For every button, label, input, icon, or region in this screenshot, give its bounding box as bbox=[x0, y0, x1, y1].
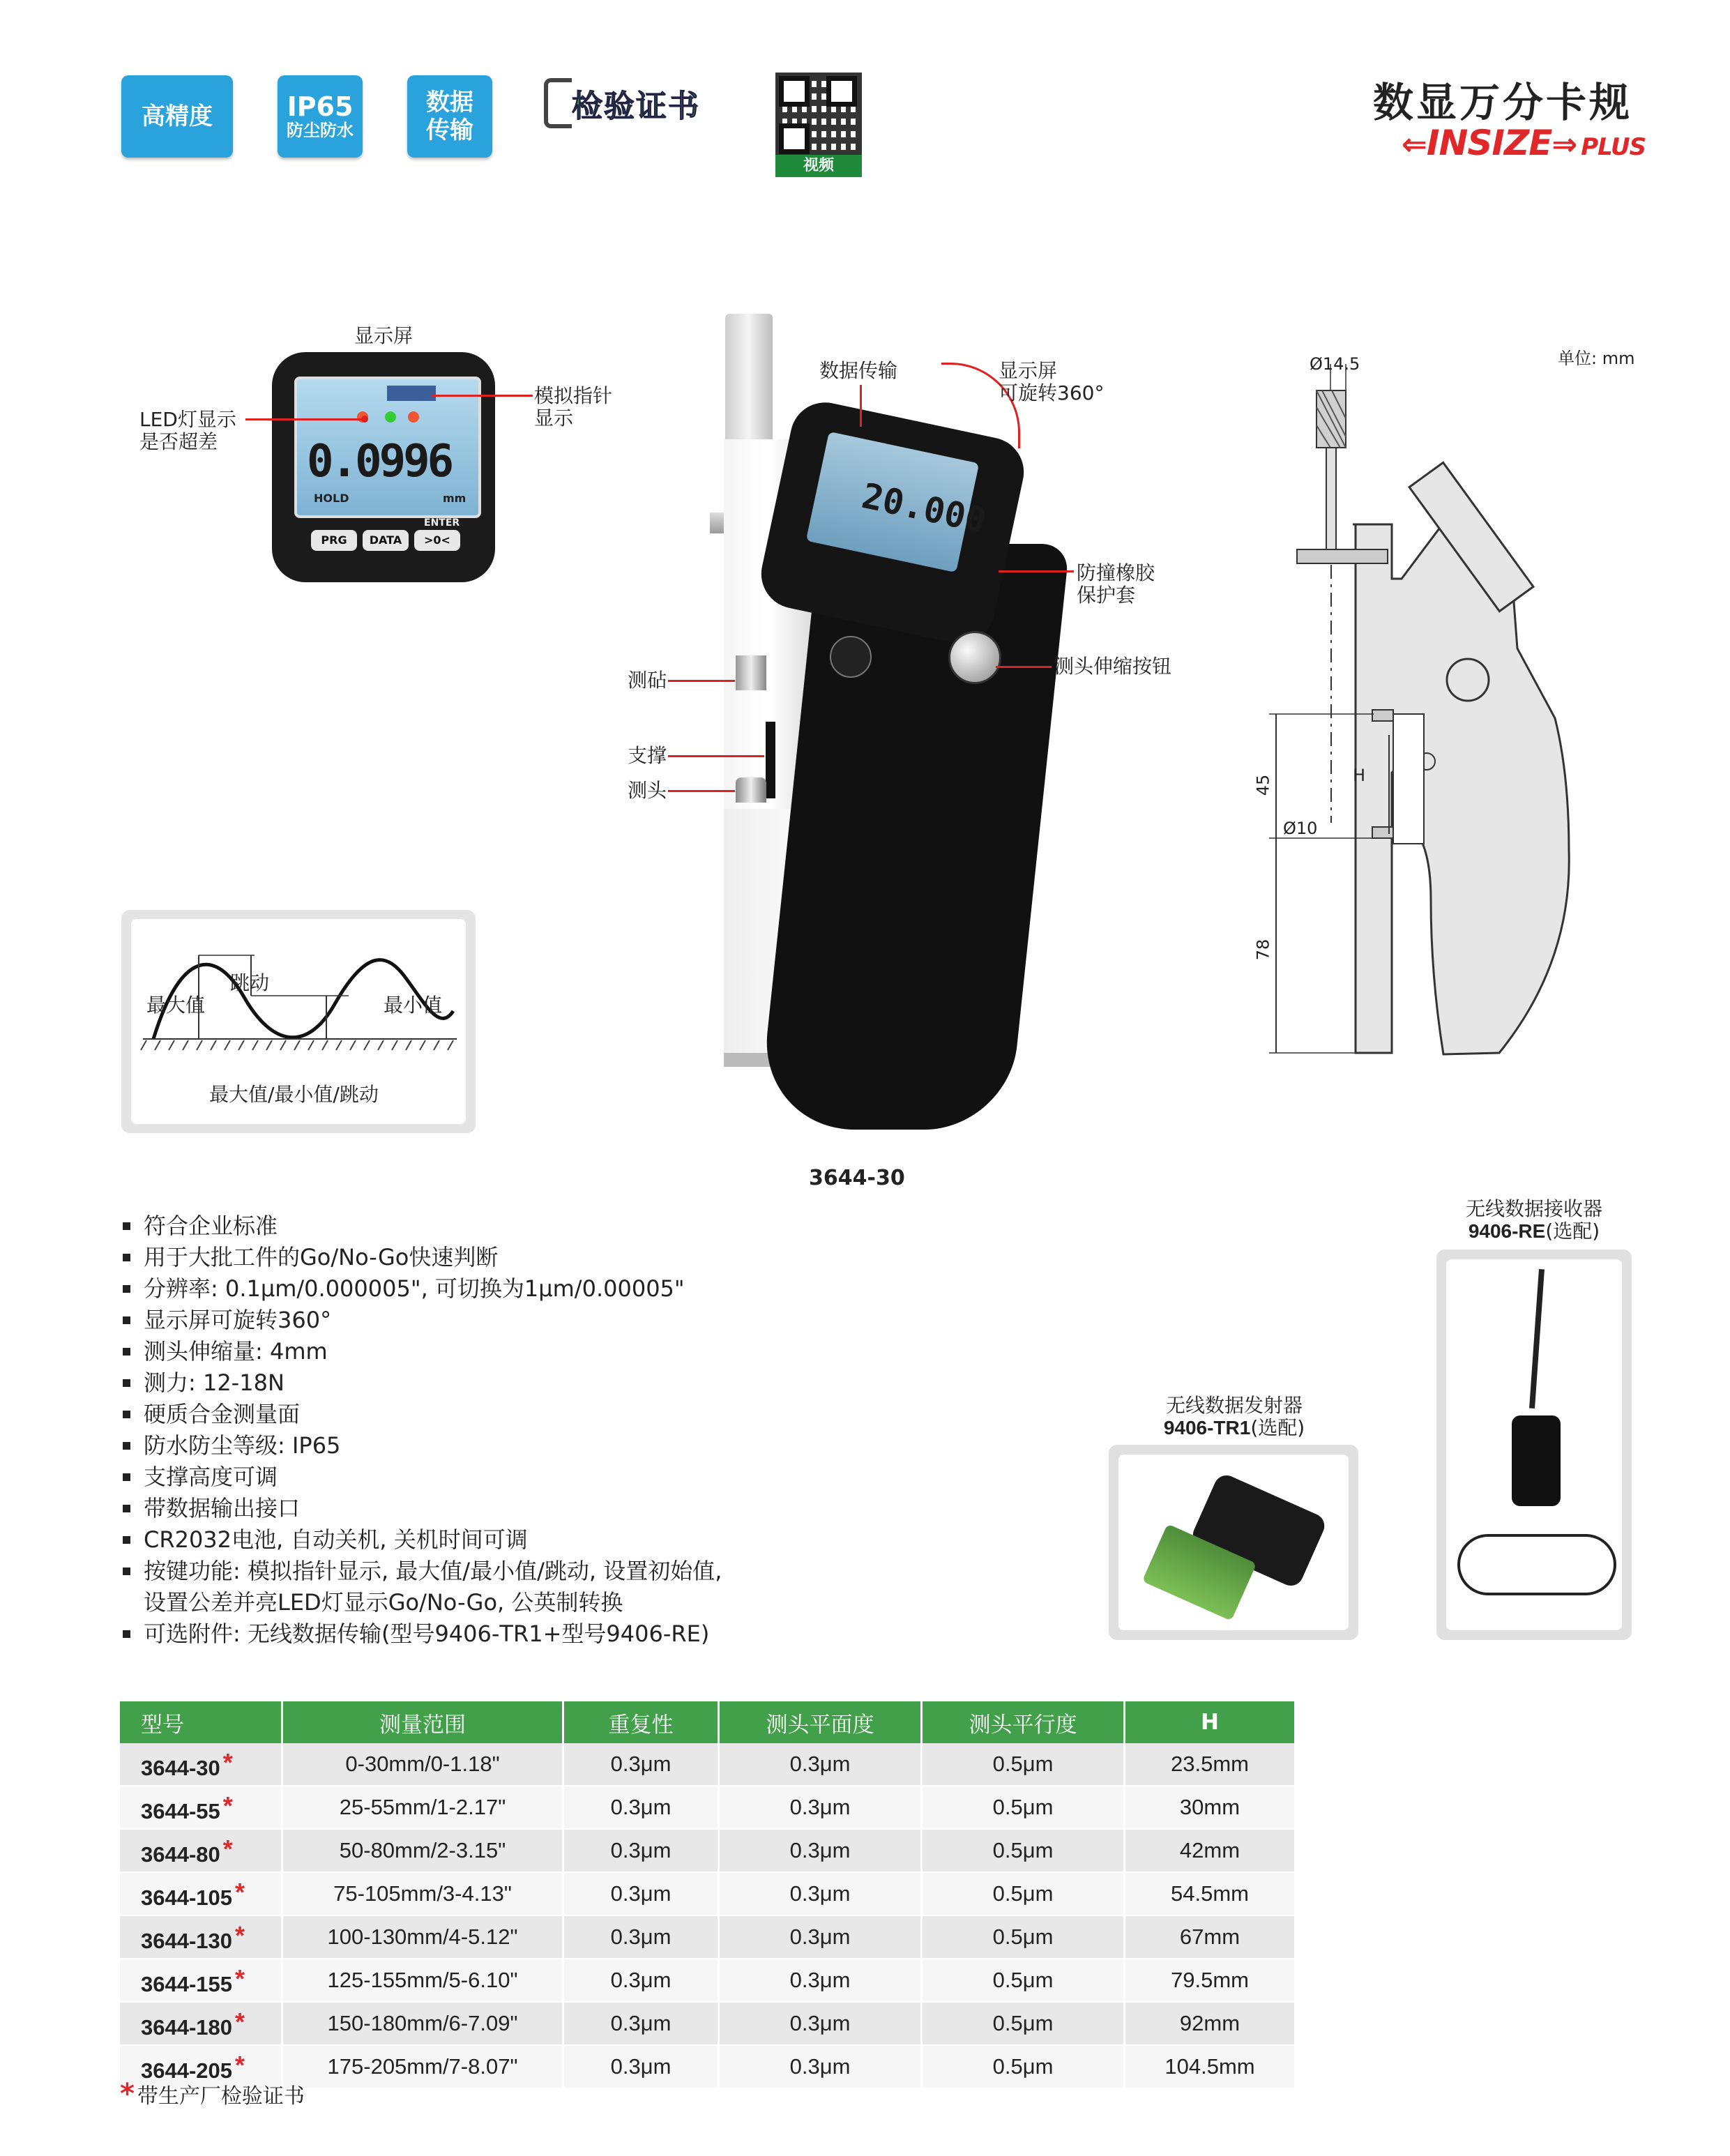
analog-pointer-callout: 模拟指针 显示 bbox=[534, 384, 613, 430]
table-cell: 0.5μm bbox=[922, 2045, 1125, 2088]
receiver-label bbox=[1436, 1198, 1632, 1243]
table-cell: 0.3μm bbox=[719, 1829, 922, 1872]
feature-item: 测头伸缩量: 4mm bbox=[123, 1336, 722, 1367]
table-row bbox=[120, 2002, 1296, 2045]
model-number: 3644-205 bbox=[141, 2058, 233, 2083]
rubber-cover-callout: 防撞橡胶 保护套 bbox=[1077, 561, 1155, 607]
col-range: 测量范围 bbox=[282, 1701, 563, 1743]
rotate-callout: 显示屏 可旋转360° bbox=[999, 359, 1105, 404]
table-cell: 23.5mm bbox=[1125, 1743, 1296, 1786]
col-parallelism: 测头平行度 bbox=[922, 1701, 1125, 1743]
table-cell: 67mm bbox=[1125, 1915, 1296, 1959]
cell-model bbox=[120, 1959, 282, 2002]
qr-corner bbox=[779, 76, 810, 107]
star-mark: * bbox=[235, 1920, 245, 1950]
star-mark: * bbox=[222, 1791, 233, 1820]
page-title: 数显万分卡规 bbox=[1372, 79, 1632, 126]
feature-item-continued: 设置公差并亮LED灯显示Go/No-Go, 公英制转换 bbox=[144, 1589, 623, 1616]
col-flatness: 测头平面度 bbox=[719, 1701, 922, 1743]
table-cell: 0.5μm bbox=[922, 1829, 1125, 1872]
led-green bbox=[385, 411, 396, 423]
feature-item: 分辨率: 0.1μm/0.000005", 可切换为1μm/0.00005" bbox=[123, 1273, 722, 1305]
model-number: 3644-55 bbox=[141, 1798, 220, 1823]
cell-model bbox=[120, 1786, 282, 1829]
table-cell: 0.3μm bbox=[719, 1872, 922, 1915]
feature-item: 硬质合金测量面 bbox=[123, 1399, 722, 1430]
footnote bbox=[120, 2078, 305, 2110]
receiver-body bbox=[1512, 1415, 1561, 1506]
table-row bbox=[120, 1959, 1296, 2002]
zero-button[interactable]: >0< bbox=[414, 530, 460, 551]
table-cell: 0.3μm bbox=[563, 1829, 719, 1872]
clamp-ring bbox=[1297, 549, 1388, 563]
feature-item: 防水防尘等级: IP65 bbox=[123, 1430, 722, 1462]
table-cell: 0.5μm bbox=[922, 1959, 1125, 2002]
table-cell: 0.5μm bbox=[922, 1786, 1125, 1829]
feature-item: 可选附件: 无线数据传输(型号9406-TR1+型号9406-RE) bbox=[123, 1618, 722, 1650]
table-cell: 50-80mm/2-3.15" bbox=[282, 1829, 563, 1872]
retract-button-callout: 测头伸缩按钮 bbox=[1054, 655, 1172, 678]
table-cell: 0.3μm bbox=[719, 2045, 922, 2088]
callout-line bbox=[668, 680, 735, 682]
table-cell: 0.3μm bbox=[719, 1915, 922, 1959]
brand-arrow-icon: ⇒ bbox=[1551, 127, 1577, 162]
lcd-reading: 0.0996 bbox=[307, 436, 452, 487]
wave-caption: 最大值/最小值/跳动 bbox=[209, 1083, 379, 1106]
table-cell: 0.3μm bbox=[563, 1786, 719, 1829]
table-row bbox=[120, 1829, 1296, 1872]
table-cell: 0.3μm bbox=[563, 2045, 719, 2088]
enter-label: ENTER bbox=[424, 517, 460, 529]
rod bbox=[1326, 448, 1336, 559]
probe-callout: 测头 bbox=[628, 779, 667, 802]
star-mark: * bbox=[235, 1877, 245, 1906]
badge-label: 高精度 bbox=[142, 103, 213, 130]
dim-h-label: H bbox=[1353, 766, 1366, 785]
table-cell: 0.3μm bbox=[563, 1959, 719, 2002]
model-number: 3644-80 bbox=[141, 1842, 220, 1867]
table-cell: 0.5μm bbox=[922, 1915, 1125, 1959]
table-cell: 0.3μm bbox=[563, 2002, 719, 2045]
table-cell: 54.5mm bbox=[1125, 1872, 1296, 1915]
table-row bbox=[120, 1872, 1296, 1915]
prg-button[interactable]: PRG bbox=[311, 530, 357, 551]
table-row bbox=[120, 1786, 1296, 1829]
cell-model bbox=[120, 2002, 282, 2045]
data-button[interactable]: DATA bbox=[363, 530, 409, 551]
lcd-hold-indicator: HOLD bbox=[314, 492, 349, 505]
cell-model bbox=[120, 1915, 282, 1959]
wave-min-label: 最小值 bbox=[384, 994, 443, 1017]
brand-logo bbox=[1402, 123, 1646, 163]
table-cell: 30mm bbox=[1125, 1786, 1296, 1829]
callout-line bbox=[996, 666, 1052, 668]
data-transfer-callout: 数据传输 bbox=[819, 359, 898, 382]
anvil-face bbox=[1372, 710, 1393, 721]
feature-item: 测力: 12-18N bbox=[123, 1367, 722, 1399]
transmitter-label bbox=[1109, 1395, 1360, 1439]
feature-item: 按键功能: 模拟指针显示, 最大值/最小值/跳动, 设置初始值, bbox=[123, 1556, 722, 1587]
badge-label: IP65 bbox=[287, 91, 354, 122]
anvil-callout: 测砧 bbox=[628, 669, 667, 692]
footnote-text: 带生产厂检验证书 bbox=[137, 2084, 305, 2109]
table-cell: 79.5mm bbox=[1125, 1959, 1296, 2002]
feature-item: CR2032电池, 自动关机, 关机时间可调 bbox=[123, 1524, 722, 1556]
receiver-name: 无线数据接收器 bbox=[1465, 1197, 1602, 1220]
table-header-row bbox=[120, 1701, 1296, 1743]
callout-line bbox=[668, 755, 764, 757]
table-cell: 0-30mm/0-1.18" bbox=[282, 1743, 563, 1786]
table-cell: 0.5μm bbox=[922, 2002, 1125, 2045]
lcd-unit: mm bbox=[443, 492, 466, 505]
callout-line bbox=[432, 395, 533, 397]
wave-runout-label: 跳动 bbox=[230, 971, 270, 994]
table-cell: 0.3μm bbox=[563, 1915, 719, 1959]
gauge-outline bbox=[1353, 495, 1569, 1054]
table-cell: 0.5μm bbox=[922, 1872, 1125, 1915]
star-mark: * bbox=[222, 1834, 233, 1863]
wave-max-label: 最大值 bbox=[146, 994, 206, 1017]
qr-video-label: 视频 bbox=[775, 155, 862, 177]
transmitter-model: 9406-TR1 bbox=[1163, 1417, 1251, 1438]
model-number: 3644-155 bbox=[141, 1971, 233, 1996]
model-number: 3644-180 bbox=[141, 2014, 233, 2040]
analog-pointer-scale bbox=[387, 386, 436, 401]
table-cell: 75-105mm/3-4.13" bbox=[282, 1872, 563, 1915]
star-mark: * bbox=[235, 1964, 245, 1993]
table-row bbox=[120, 1915, 1296, 1959]
star-mark: * bbox=[235, 2050, 245, 2079]
table-cell: 100-130mm/4-5.12" bbox=[282, 1915, 563, 1959]
badge-sublabel: 传输 bbox=[426, 116, 473, 144]
dia-top-label: Ø14.5 bbox=[1310, 354, 1360, 374]
support-callout: 支撑 bbox=[628, 744, 667, 767]
table-cell: 0.3μm bbox=[719, 1786, 922, 1829]
table-cell: 175-205mm/7-8.07" bbox=[282, 2045, 563, 2088]
probe-retract-button[interactable] bbox=[948, 631, 1001, 684]
col-model: 型号 bbox=[120, 1701, 282, 1743]
table-cell: 42mm bbox=[1125, 1829, 1296, 1872]
feature-item: 带数据输出接口 bbox=[123, 1493, 722, 1524]
table-row bbox=[120, 1743, 1296, 1786]
model-number: 3644-105 bbox=[141, 1885, 233, 1910]
qr-corner bbox=[826, 76, 857, 107]
table-cell: 0.3μm bbox=[719, 1743, 922, 1786]
unit-label: 单位: mm bbox=[1558, 349, 1635, 368]
brand-plus: PLUS bbox=[1581, 133, 1646, 161]
receiver-cable bbox=[1457, 1534, 1616, 1595]
table-cell: 92mm bbox=[1125, 2002, 1296, 2045]
brand-name: INSIZE bbox=[1426, 123, 1552, 163]
gauge-lcd-reading: 20.000 bbox=[858, 475, 990, 542]
dim-45-label: 45 bbox=[1253, 774, 1273, 796]
gauge-model-label: 3644-30 bbox=[809, 1166, 905, 1190]
star-mark: * bbox=[235, 2007, 245, 2036]
model-number: 3644-30 bbox=[141, 1755, 220, 1780]
star-mark: * bbox=[120, 2078, 135, 2110]
table-cell: 0.3μm bbox=[563, 1872, 719, 1915]
insize-logo-icon bbox=[830, 636, 872, 678]
table-cell: 25-55mm/1-2.17" bbox=[282, 1786, 563, 1829]
led-callout: LED灯显示 是否超差 bbox=[139, 408, 236, 453]
feature-list bbox=[123, 1210, 722, 1650]
probe bbox=[736, 777, 766, 803]
receiver-optional: (选配) bbox=[1545, 1220, 1600, 1243]
callout-dot bbox=[361, 416, 368, 423]
dia-probe-label: Ø10 bbox=[1283, 819, 1318, 838]
ip65-badge bbox=[278, 75, 363, 158]
probe-face bbox=[1372, 827, 1393, 838]
callout-line bbox=[860, 385, 862, 427]
certificate-badge bbox=[544, 75, 704, 131]
feature-item: 符合企业标准 bbox=[123, 1210, 722, 1242]
model-number: 3644-130 bbox=[141, 1928, 233, 1953]
transmitter-optional: (选配) bbox=[1250, 1416, 1305, 1439]
table-body bbox=[120, 1743, 1296, 2088]
callout-line bbox=[999, 570, 1074, 572]
table-cell: 125-155mm/5-6.10" bbox=[282, 1959, 563, 2002]
col-repeatability: 重复性 bbox=[563, 1701, 719, 1743]
ground-hatch bbox=[141, 1040, 453, 1050]
callout-line bbox=[245, 418, 364, 420]
feature-item: 支撑高度可调 bbox=[123, 1462, 722, 1493]
transmitter-name: 无线数据发射器 bbox=[1165, 1394, 1303, 1417]
dim-78-label: 78 bbox=[1253, 939, 1273, 961]
cell-model bbox=[120, 1872, 282, 1915]
table-cell: 0.3μm bbox=[563, 1743, 719, 1786]
certificate-icon bbox=[544, 78, 572, 128]
anvil bbox=[736, 655, 766, 690]
measuring-gap bbox=[1393, 714, 1424, 844]
support bbox=[766, 722, 775, 798]
led-red bbox=[408, 411, 419, 423]
spec-table bbox=[120, 1701, 1296, 2089]
badge-label: 数据 bbox=[426, 89, 473, 116]
star-mark: * bbox=[222, 1747, 233, 1777]
display-screen-label: 显示屏 bbox=[354, 324, 413, 347]
cell-model bbox=[120, 1829, 282, 1872]
table-cell: 150-180mm/6-7.09" bbox=[282, 2002, 563, 2045]
callout-line bbox=[668, 790, 735, 792]
brand-arrow-icon: ⇐ bbox=[1402, 127, 1427, 162]
receiver-model: 9406-RE bbox=[1468, 1220, 1546, 1242]
table-cell: 104.5mm bbox=[1125, 2045, 1296, 2088]
badge-sublabel: 防尘防水 bbox=[287, 121, 354, 140]
certificate-label: 检验证书 bbox=[572, 89, 700, 124]
qr-corner bbox=[779, 123, 810, 154]
feature-item: 显示屏可旋转360° bbox=[123, 1305, 722, 1336]
table-cell: 0.3μm bbox=[719, 2002, 922, 2045]
feature-item: 用于大批工件的Go/No-Go快速判断 bbox=[123, 1242, 722, 1273]
data-transfer-badge bbox=[407, 75, 492, 158]
gauge-rod bbox=[725, 314, 773, 460]
col-h: H bbox=[1125, 1701, 1296, 1743]
technical-drawing bbox=[1241, 349, 1660, 1081]
cell-model bbox=[120, 1743, 282, 1786]
high-precision-badge bbox=[121, 75, 233, 158]
table-cell: 0.3μm bbox=[719, 1959, 922, 2002]
table-cell: 0.5μm bbox=[922, 1743, 1125, 1786]
